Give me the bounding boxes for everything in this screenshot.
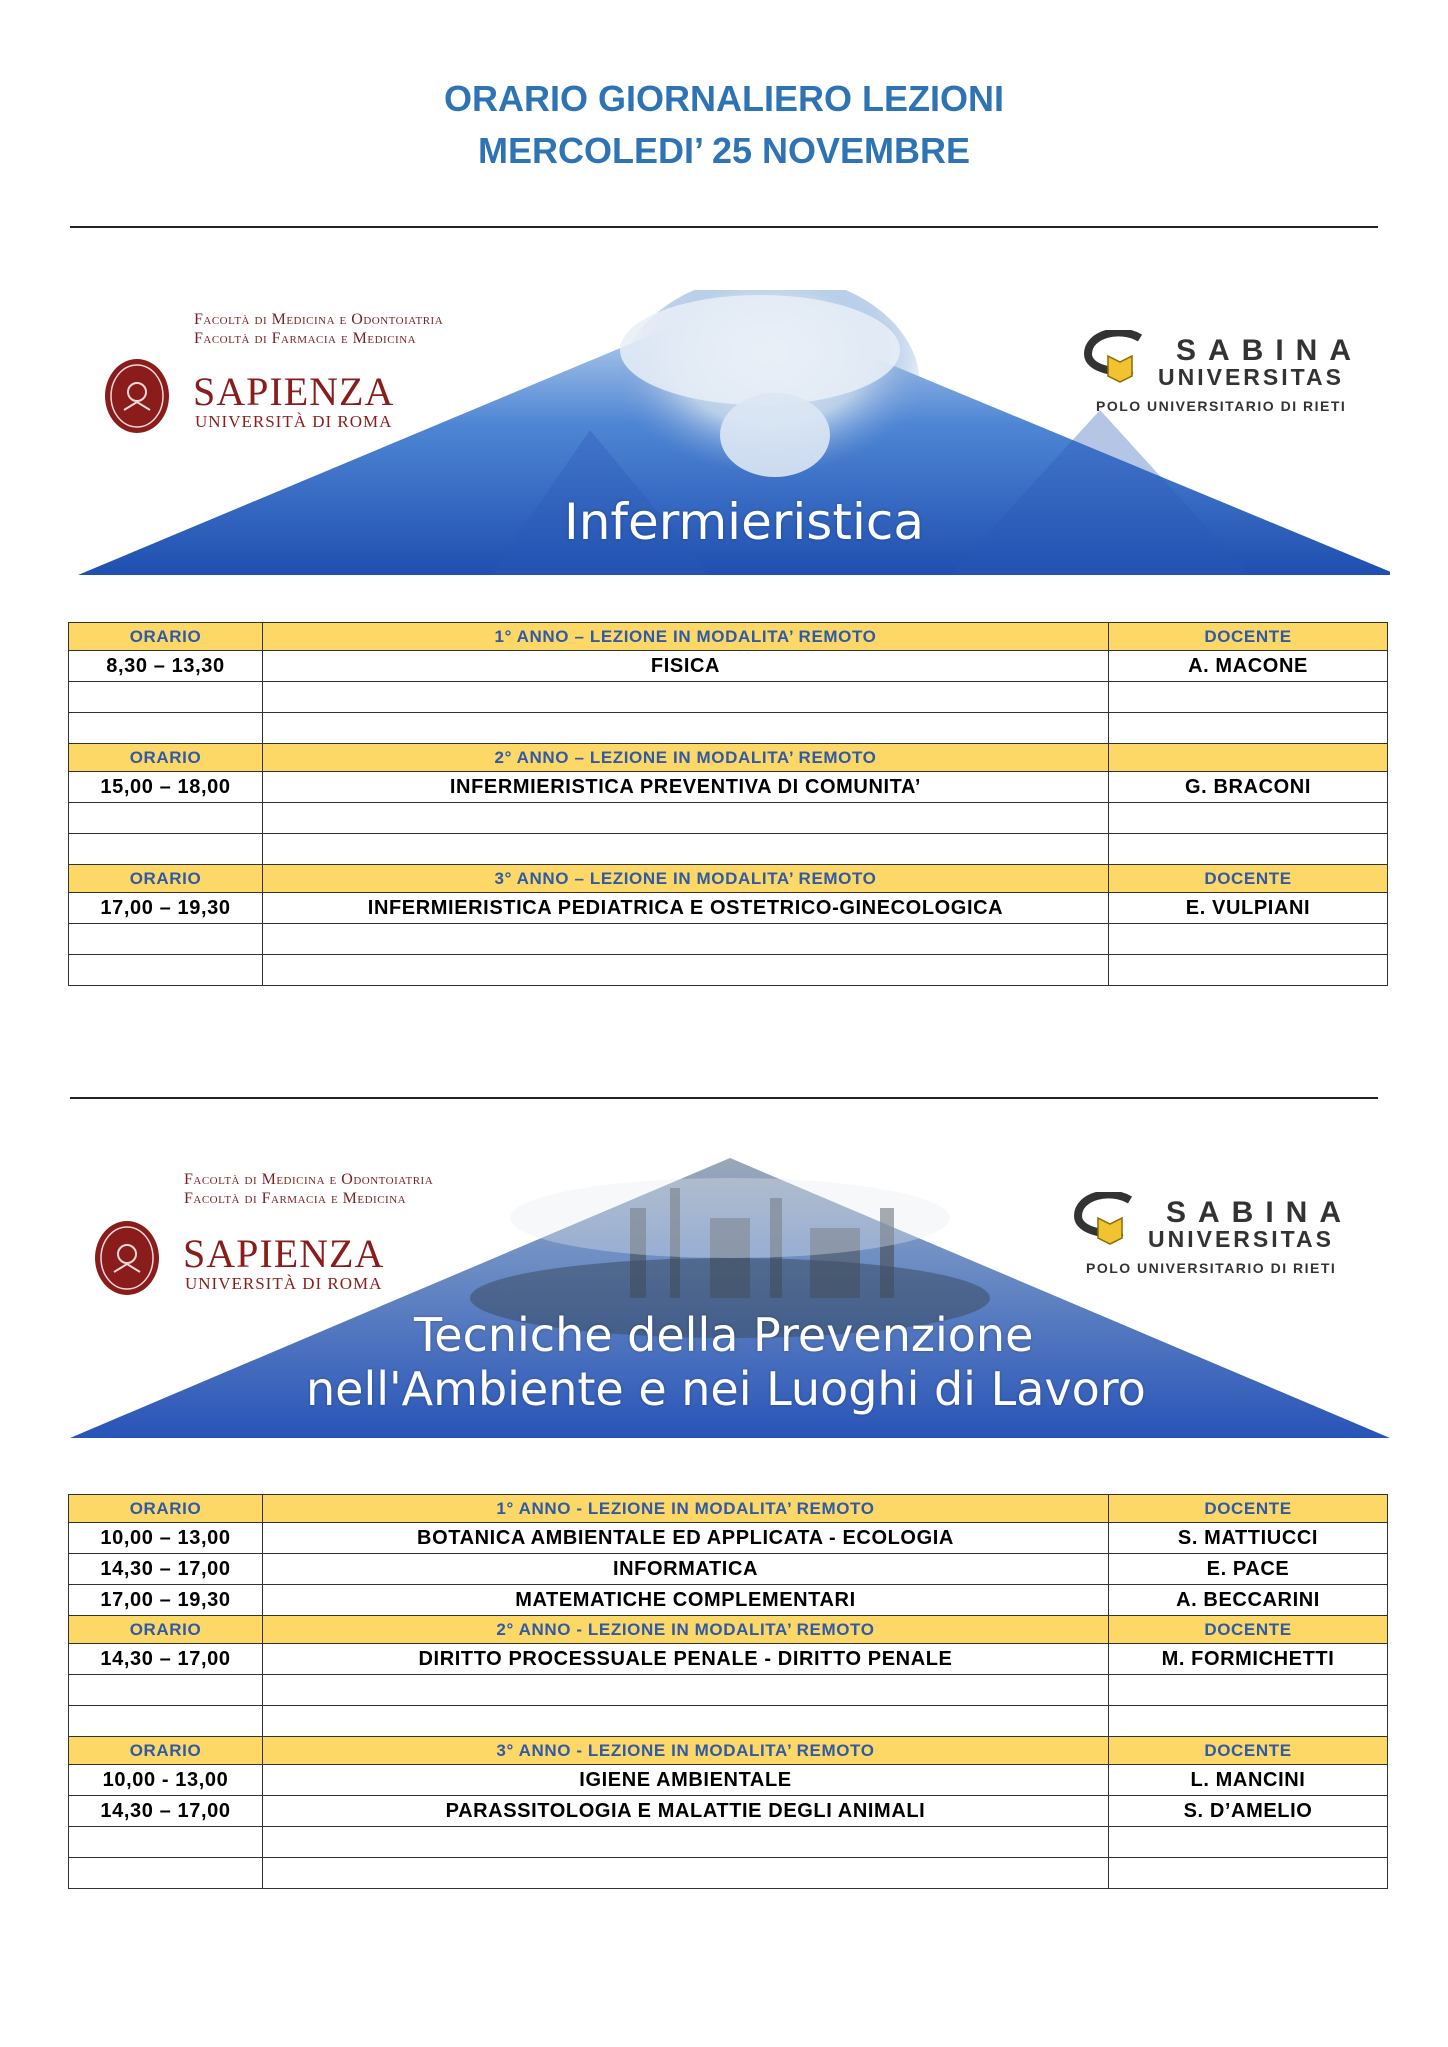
cell-time (69, 1827, 263, 1858)
sapienza-logo-subtitle: UNIVERSITÀ DI ROMA (185, 1274, 383, 1293)
table-row (69, 713, 1388, 744)
table-row (69, 834, 1388, 865)
schedule-table-tecniche-prevenzione (68, 1494, 1388, 1889)
table-row (69, 803, 1388, 834)
header-cell-course: 3° ANNO – LEZIONE IN MODALITA’ REMOTO (263, 865, 1109, 893)
cell-time: 10,00 - 13,00 (69, 1765, 263, 1796)
cell-teacher (1109, 1827, 1388, 1858)
sapienza-logo-name: SAPIENZA (183, 1231, 385, 1276)
page-title-line2: MERCOLEDI’ 25 NOVEMBRE (477, 130, 971, 171)
cell-teacher (1109, 713, 1388, 744)
cell-teacher: S. D’AMELIO (1109, 1796, 1388, 1827)
block-header-row (69, 623, 1388, 651)
cell-course (263, 1827, 1109, 1858)
header-cell-time: ORARIO (69, 1495, 263, 1523)
divider-top (70, 226, 1378, 228)
table-row (69, 1554, 1388, 1585)
cell-course: DIRITTO PROCESSUALE PENALE - DIRITTO PENALE (263, 1644, 1109, 1675)
cell-course: MATEMATICHE COMPLEMENTARI (263, 1585, 1109, 1616)
cell-teacher (1109, 955, 1388, 986)
banner-course-title-line2: nell'Ambiente e nei Luoghi di Lavoro (306, 1362, 1146, 1416)
block-header-row (69, 1495, 1388, 1523)
table-row (69, 924, 1388, 955)
cell-teacher: G. BRACONI (1109, 772, 1388, 803)
polo-logo-text: POLO UNIVERSITARIO DI RIETI (1086, 1260, 1337, 1276)
cell-course: INFERMIERISTICA PREVENTIVA DI COMUNITA’ (263, 772, 1109, 803)
block-header-row (69, 1737, 1388, 1765)
faculty-line2: Facoltà di Farmacia e Medicina (194, 330, 417, 347)
cell-course (263, 682, 1109, 713)
banner-course-title-line1: Tecniche della Prevenzione (414, 1308, 1034, 1362)
cell-teacher: L. MANCINI (1109, 1765, 1388, 1796)
divider-middle (70, 1097, 1378, 1099)
header-cell-course: 1° ANNO - LEZIONE IN MODALITA’ REMOTO (263, 1495, 1109, 1523)
cell-teacher: M. FORMICHETTI (1109, 1644, 1388, 1675)
cell-course: INFERMIERISTICA PEDIATRICA E OSTETRICO-GINECOLOGICA (263, 893, 1109, 924)
banner-course-title: Infermieristica (564, 493, 924, 551)
table-row (69, 651, 1388, 682)
header-cell-teacher (1109, 744, 1388, 772)
sabina-logo-text: SABINA (1166, 1196, 1354, 1229)
table-row (69, 1827, 1388, 1858)
table-row (69, 1585, 1388, 1616)
header-cell-time: ORARIO (69, 744, 263, 772)
cell-teacher: E. PACE (1109, 1554, 1388, 1585)
cell-time: 8,30 – 13,30 (69, 651, 263, 682)
header-cell-time: ORARIO (69, 623, 263, 651)
cell-time: 10,00 – 13,00 (69, 1523, 263, 1554)
sabina-book-logo-icon (1070, 1192, 1150, 1248)
header-cell-teacher: DOCENTE (1109, 865, 1388, 893)
header-cell-teacher: DOCENTE (1109, 1495, 1388, 1523)
header-cell-teacher: DOCENTE (1109, 623, 1388, 651)
header-cell-course: 1° ANNO – LEZIONE IN MODALITA’ REMOTO (263, 623, 1109, 651)
table-row (69, 1675, 1388, 1706)
polo-logo-text: POLO UNIVERSITARIO DI RIETI (1096, 398, 1347, 414)
cell-teacher (1109, 834, 1388, 865)
table-row (69, 1796, 1388, 1827)
table-row (69, 893, 1388, 924)
cell-course: IGIENE AMBIENTALE (263, 1765, 1109, 1796)
cell-course (263, 955, 1109, 986)
cell-course: PARASSITOLOGIA E MALATTIE DEGLI ANIMALI (263, 1796, 1109, 1827)
cell-time (69, 1706, 263, 1737)
block-header-row (69, 744, 1388, 772)
cell-teacher (1109, 1675, 1388, 1706)
cell-course (263, 1675, 1109, 1706)
cell-teacher (1109, 924, 1388, 955)
cell-time (69, 682, 263, 713)
table-row (69, 955, 1388, 986)
cell-teacher: S. MATTIUCCI (1109, 1523, 1388, 1554)
table-row (69, 1706, 1388, 1737)
header-cell-teacher: DOCENTE (1109, 1616, 1388, 1644)
header-cell-time: ORARIO (69, 1737, 263, 1765)
block-header-row (69, 1616, 1388, 1644)
header-cell-time: ORARIO (69, 865, 263, 893)
cell-course (263, 803, 1109, 834)
cell-time (69, 955, 263, 986)
cell-time: 14,30 – 17,00 (69, 1644, 263, 1675)
cell-course (263, 924, 1109, 955)
cell-teacher (1109, 1858, 1388, 1889)
cell-teacher: A. BECCARINI (1109, 1585, 1388, 1616)
header-cell-course: 2° ANNO – LEZIONE IN MODALITA’ REMOTO (263, 744, 1109, 772)
table-row (69, 1858, 1388, 1889)
cell-teacher (1109, 682, 1388, 713)
sapienza-seal-icon (104, 358, 170, 434)
cell-time (69, 713, 263, 744)
cell-teacher: A. MACONE (1109, 651, 1388, 682)
header-cell-course: 2° ANNO - LEZIONE IN MODALITA’ REMOTO (263, 1616, 1109, 1644)
schedule-table-infermieristica (68, 622, 1388, 986)
page-title-line1: ORARIO GIORNALIERO LEZIONI (443, 78, 1004, 119)
cell-time: 14,30 – 17,00 (69, 1796, 263, 1827)
header-cell-time: ORARIO (69, 1616, 263, 1644)
cell-teacher (1109, 803, 1388, 834)
cell-time: 15,00 – 18,00 (69, 772, 263, 803)
cell-course: FISICA (263, 651, 1109, 682)
cell-teacher: E. VULPIANI (1109, 893, 1388, 924)
sapienza-logo-subtitle: UNIVERSITÀ DI ROMA (195, 412, 393, 431)
table-row (69, 1523, 1388, 1554)
sabina-logo-text: SABINA (1176, 334, 1364, 367)
faculty-line1: Facoltà di Medicina e Odontoiatria (194, 311, 444, 328)
sapienza-logo-name: SAPIENZA (193, 369, 395, 414)
universitas-logo-text: UNIVERSITAS (1158, 364, 1344, 390)
cell-time: 17,00 – 19,30 (69, 1585, 263, 1616)
table-row (69, 1765, 1388, 1796)
faculty-line2: Facoltà di Farmacia e Medicina (184, 1190, 407, 1207)
faculty-line1: Facoltà di Medicina e Odontoiatria (184, 1171, 434, 1188)
banner-infermieristica (70, 290, 1390, 580)
cell-time (69, 834, 263, 865)
cell-course (263, 1858, 1109, 1889)
header-cell-course: 3° ANNO - LEZIONE IN MODALITA’ REMOTO (263, 1737, 1109, 1765)
cell-time (69, 803, 263, 834)
table-row (69, 1644, 1388, 1675)
table-row (69, 682, 1388, 713)
cell-teacher (1109, 1706, 1388, 1737)
cell-course (263, 834, 1109, 865)
cell-time (69, 1675, 263, 1706)
block-header-row (69, 865, 1388, 893)
sabina-book-logo-icon (1080, 330, 1160, 386)
cell-course: BOTANICA AMBIENTALE ED APPLICATA - ECOLOGIA (263, 1523, 1109, 1554)
cell-time (69, 924, 263, 955)
cell-course (263, 1706, 1109, 1737)
universitas-logo-text: UNIVERSITAS (1148, 1226, 1334, 1252)
banner-tecniche-prevenzione (70, 1148, 1390, 1438)
cell-time: 14,30 – 17,00 (69, 1554, 263, 1585)
cell-time (69, 1858, 263, 1889)
cell-course (263, 713, 1109, 744)
sapienza-seal-icon (94, 1220, 160, 1296)
header-cell-teacher: DOCENTE (1109, 1737, 1388, 1765)
cell-time: 17,00 – 19,30 (69, 893, 263, 924)
table-row (69, 772, 1388, 803)
cell-course: INFORMATICA (263, 1554, 1109, 1585)
